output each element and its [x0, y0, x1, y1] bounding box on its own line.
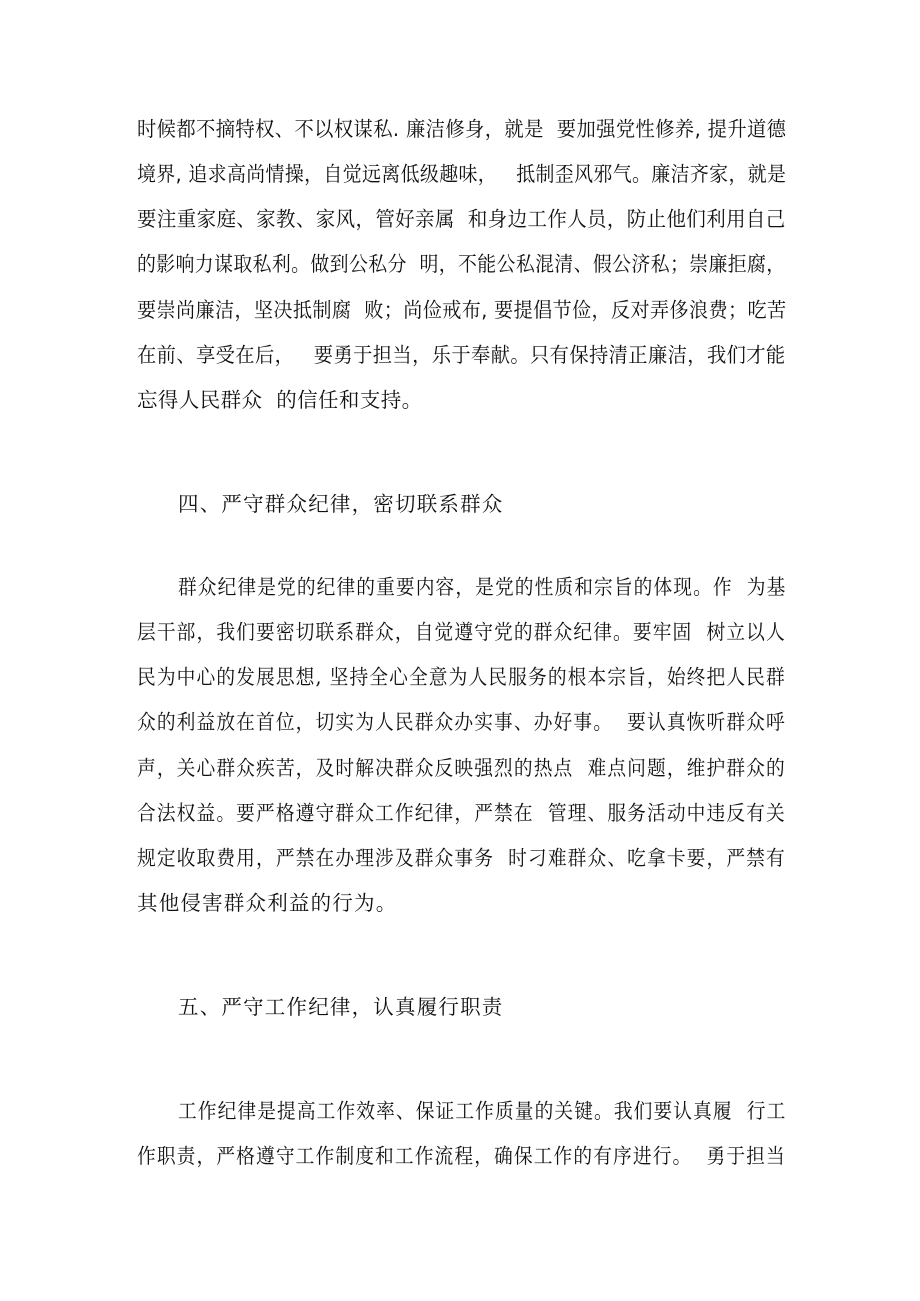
paragraph-line: 众的利益放在首位，切实为人民群众办实事、办好事。 要认真恢听群众呼: [137, 710, 786, 734]
paragraph-line: 群众纪律是党的纪律的重要内容，是党的性质和宗旨的体现。作 为基: [178, 575, 787, 599]
paragraph-line: 的影响力谋取私利。做到公私分 明，不能公私混清、假公济私；崇廉拒腐，: [137, 252, 786, 276]
paragraph-line: 忘得人民群众 的信任和支持。: [137, 388, 423, 412]
paragraph-line: 境界, 追求高尚情操，自觉远离低级趣味， 抵制歪风邪气。廉洁齐家，就是: [137, 162, 787, 186]
section-five-heading: 五、严守工作纪律，认真履行职责: [178, 995, 504, 1019]
paragraph-line: 层干部，我们要密切联系群众，自觉遵守党的群众纪律。要牢固 树立以人: [137, 620, 786, 644]
paragraph-line: 民为中心的发展思想, 坚持全心全意为人民服务的根本宗旨，始终把人民群: [137, 665, 786, 689]
paragraph-line: 工作纪律是提高工作效率、保证工作质量的关键。我们要认真履 行工: [178, 1099, 787, 1123]
paragraph-line: 时候都不摘特权、不以权谋私. 廉洁修身，就是 要加强党性修养, 提升道德: [137, 117, 787, 141]
paragraph-line: 要注重家庭、家教、家风，管好亲属 和身边工作人员，防止他们利用自己: [137, 207, 786, 231]
paragraph-line: 作职责，严格遵守工作制度和工作流程，确保工作的有序进行。 勇于担当: [137, 1144, 786, 1168]
section-four-heading: 四、严守群众纪律，密切联系群众: [178, 492, 504, 516]
paragraph-line: 合法权益。要严格遵守群众工作纪律，严禁在 管理、服务活动中违反有关: [137, 801, 786, 825]
paragraph-line: 规定收取费用，严禁在办理涉及群众事务 时刁难群众、吃拿卡要，严禁有: [137, 846, 786, 870]
paragraph-line: 要崇尚廉洁，坚决抵制腐 败；尚俭戒布, 要提倡节俭，反对弄侈浪费；吃苦: [137, 298, 787, 322]
paragraph-line: 声，关心群众疾苦，及时解决群众反映强烈的热点 难点问题，维护群众的: [137, 756, 786, 780]
paragraph-line: 其他侵害群众利益的行为。: [137, 891, 398, 915]
paragraph-line: 在前、享受在后， 要勇于担当，乐于奉献。只有保持清正廉洁，我们才能: [137, 343, 786, 367]
